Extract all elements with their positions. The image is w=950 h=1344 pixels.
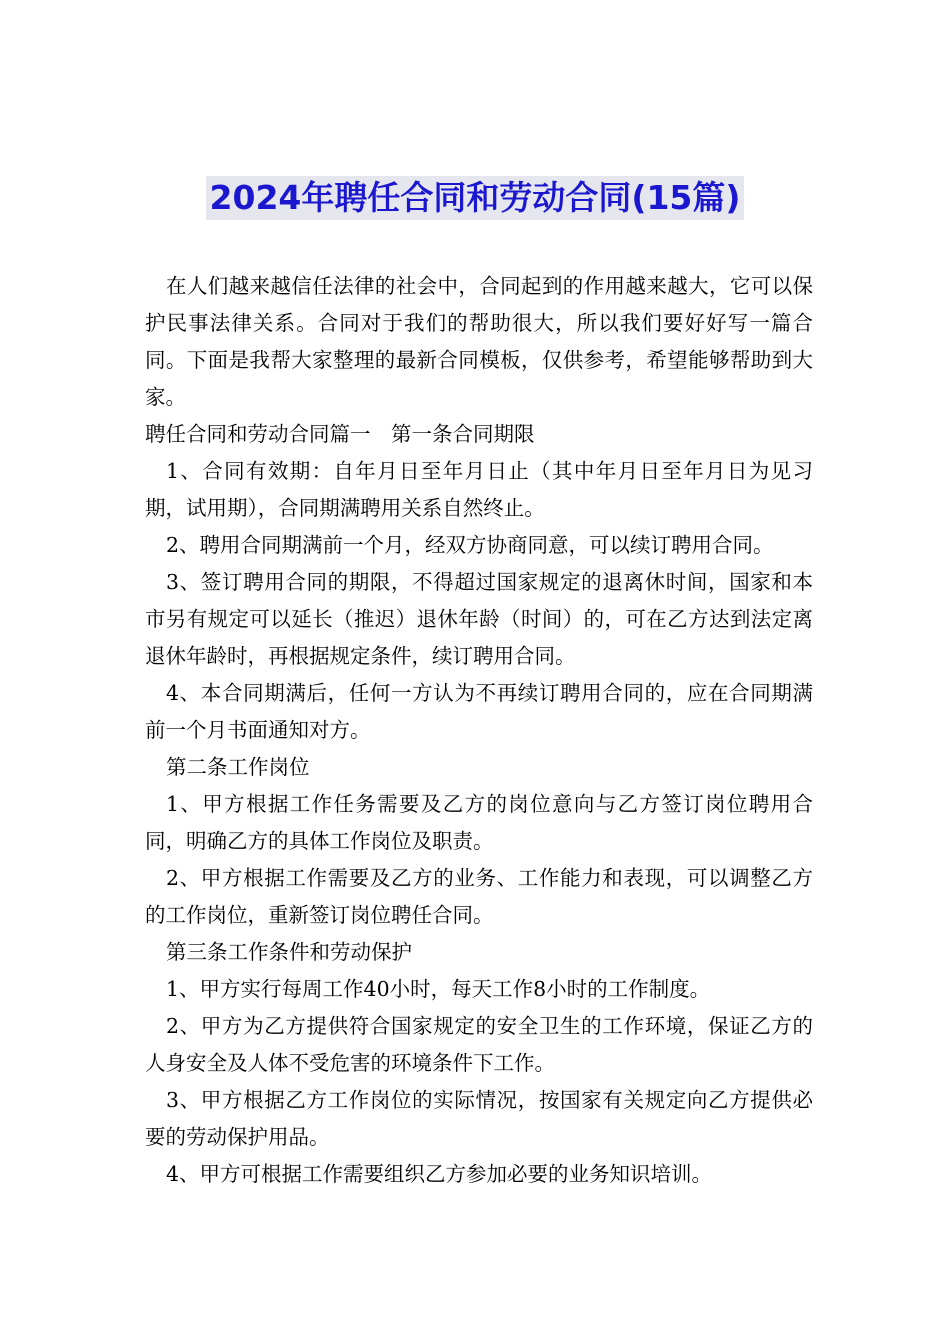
document-title: 2024年聘任合同和劳动合同(15篇) (206, 176, 745, 220)
paragraph-3-2: 2、甲方为乙方提供符合国家规定的安全卫生的工作环境，保证乙方的人身安全及人体不受危害的环境条件下工作。 (145, 1014, 813, 1075)
paragraph-1-3: 3、签订聘用合同的期限，不得超过国家规定的退离休时间，国家和本市另有规定可以延长（推迟）退休年龄（时间）的，可在乙方达到法定离退休年龄时，再根据规定条件，续订聘用合同。 (145, 570, 813, 668)
paragraph-3-1: 1、甲方实行每周工作40小时，每天工作8小时的工作制度。 (166, 977, 711, 1001)
paragraph-1-2: 2、聘用合同期满前一个月，经双方协商同意，可以续订聘用合同。 (166, 533, 774, 557)
paragraph-3-4: 4、甲方可根据工作需要组织乙方参加必要的业务知识培训。 (166, 1162, 713, 1186)
paragraph-section-2-heading: 第二条工作岗位 (166, 755, 310, 779)
paragraph-2-1: 1、甲方根据工作任务需要及乙方的岗位意向与乙方签订岗位聘用合同，明确乙方的具体工作岗位及职责。 (145, 792, 813, 853)
paragraph-section-1-heading: 聘任合同和劳动合同篇一 第一条合同期限 (145, 422, 535, 446)
paragraph-section-3-heading: 第三条工作条件和劳动保护 (166, 940, 412, 964)
paragraph-3-3: 3、甲方根据乙方工作岗位的实际情况，按国家有关规定向乙方提供必要的劳动保护用品。 (145, 1088, 813, 1149)
paragraph-2-2: 2、甲方根据工作需要及乙方的业务、工作能力和表现，可以调整乙方的工作岗位，重新签订岗位聘任合同。 (145, 866, 813, 927)
title-container (0, 176, 950, 220)
paragraph-1-1: 1、合同有效期：自年月日至年月日止（其中年月日至年月日为见习期，试用期），合同期满聘用关系自然终止。 (145, 459, 813, 520)
document-body (145, 268, 813, 1193)
paragraph-intro: 在人们越来越信任法律的社会中，合同起到的作用越来越大，它可以保护民事法律关系。合同对于我们的帮助很大，所以我们要好好写一篇合同。下面是我帮大家整理的最新合同模板，仅供参考，希望能够帮助到大家。 (145, 274, 813, 409)
paragraph-1-4: 4、本合同期满后，任何一方认为不再续订聘用合同的，应在合同期满前一个月书面通知对方。 (145, 681, 813, 742)
